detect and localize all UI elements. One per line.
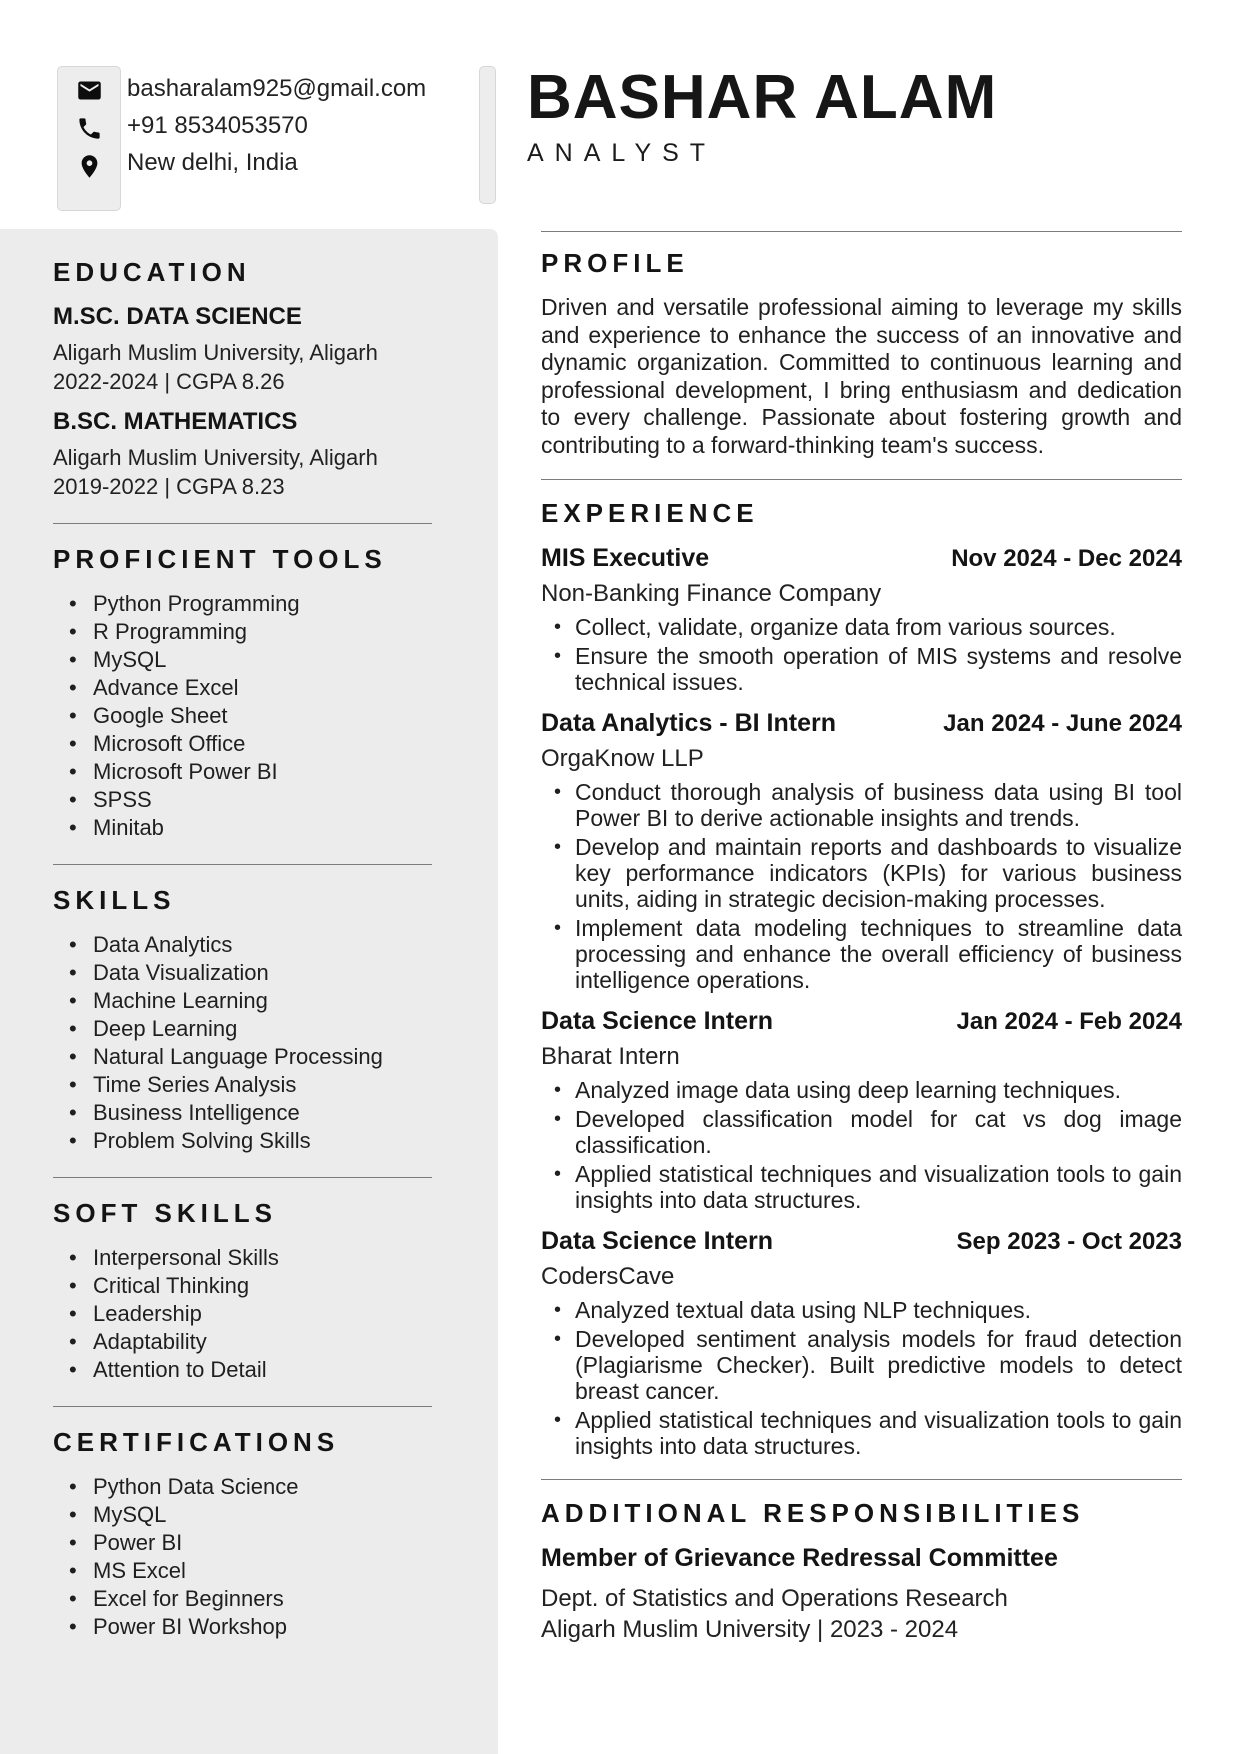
job-bullet: • Analyzed image data using deep learning techniques. xyxy=(575,1077,1182,1103)
skill-item: • Deep Learning xyxy=(93,1015,432,1043)
tools-heading: PROFICIENT TOOLS xyxy=(53,544,387,574)
degree-title: B.SC. MATHEMATICS xyxy=(53,408,298,435)
tool-item: • MySQL xyxy=(93,646,432,674)
tool-item: • Python Programming xyxy=(93,590,432,618)
job-entry xyxy=(541,709,1182,993)
skill-item: • Machine Learning xyxy=(93,987,432,1015)
certification-item: • MS Excel xyxy=(93,1557,432,1585)
job-bullet: • Ensure the smooth operation of MIS systems and resolve technical issues. xyxy=(575,643,1182,695)
profile-text: Driven and versatile professional aiming to leverage my skills and experience to enhance the success of an innovative and dynamic organization. Committed to continuous learning and professional development, I bring enthusiasm and dedication to every challenge. Passionate about fostering growth and contributing to a forward-thinking team's success. xyxy=(541,294,1182,458)
job-bullets xyxy=(541,614,1182,695)
divider xyxy=(53,523,432,524)
name-block xyxy=(527,63,998,168)
job-bullet: • Analyzed textual data using NLP techniques. xyxy=(575,1297,1182,1323)
contact-location: New delhi, India xyxy=(127,148,298,176)
divider xyxy=(541,231,1182,232)
degree-detail: 2022-2024 | CGPA 8.26 xyxy=(53,369,285,394)
job-bullet: • Conduct thorough analysis of business data using BI tool Power BI to derive actionable insights and trends. xyxy=(575,779,1182,831)
job-bullets xyxy=(541,1297,1182,1459)
education-entry xyxy=(53,408,432,501)
contact-icon-card xyxy=(57,66,121,211)
decorative-strip xyxy=(479,66,496,204)
job-dates: Nov 2024 - Dec 2024 xyxy=(951,545,1182,572)
additional-role: Member of Grievance Redressal Committee xyxy=(541,1544,1058,1572)
divider xyxy=(541,479,1182,480)
skill-item: • Data Visualization xyxy=(93,959,432,987)
main-column xyxy=(541,229,1182,1645)
certification-item: • Python Data Science xyxy=(93,1473,432,1501)
tools-list xyxy=(53,590,432,842)
contact-phone: +91 8534053570 xyxy=(127,111,308,139)
tool-item: • Google Sheet xyxy=(93,702,432,730)
job-entry xyxy=(541,1227,1182,1459)
soft-skills-heading: SOFT SKILLS xyxy=(53,1198,277,1228)
job-bullet: • Develop and maintain reports and dashboards to visualize key performance indicators (KPIs) for various business units, aiding in strategic decision-making processes. xyxy=(575,834,1182,912)
location-icon xyxy=(76,153,103,180)
job-dates: Sep 2023 - Oct 2023 xyxy=(956,1228,1182,1255)
skill-item: • Data Analytics xyxy=(93,931,432,959)
tool-item: • Microsoft Office xyxy=(93,730,432,758)
sidebar-panel xyxy=(0,229,498,1754)
job-bullet: • Applied statistical techniques and visualization tools to gain insights into data structures. xyxy=(575,1161,1182,1213)
experience-heading: EXPERIENCE xyxy=(541,498,759,528)
degree-title: M.SC. DATA SCIENCE xyxy=(53,303,302,330)
divider xyxy=(541,1479,1182,1480)
job-dates: Jan 2024 - Feb 2024 xyxy=(956,1008,1182,1035)
job-header xyxy=(541,1227,1182,1256)
divider xyxy=(53,864,432,865)
person-title: ANALYST xyxy=(527,139,717,167)
profile-heading: PROFILE xyxy=(541,248,689,278)
job-bullet: • Developed sentiment analysis models for fraud detection (Plagiarisme Checker). Built predictive models to detect breast cancer. xyxy=(575,1326,1182,1404)
degree-school: Aligarh Muslim University, Aligarh xyxy=(53,340,378,365)
job-company: Non-Banking Finance Company xyxy=(541,580,882,607)
additional-dept: Dept. of Statistics and Operations Research xyxy=(541,1585,1008,1612)
divider xyxy=(53,1406,432,1407)
tool-item: • Advance Excel xyxy=(93,674,432,702)
certifications-heading: CERTIFICATIONS xyxy=(53,1427,340,1457)
certification-item: • Excel for Beginners xyxy=(93,1585,432,1613)
certification-item: • Power BI xyxy=(93,1529,432,1557)
email-icon xyxy=(76,77,103,104)
additional-heading: ADDITIONAL RESPONSIBILITIES xyxy=(541,1498,1085,1528)
education-entry xyxy=(53,303,432,396)
skill-item: • Time Series Analysis xyxy=(93,1071,432,1099)
skills-list xyxy=(53,931,432,1155)
job-company: OrgaKnow LLP xyxy=(541,745,704,772)
job-company: Bharat Intern xyxy=(541,1043,680,1070)
degree-school: Aligarh Muslim University, Aligarh xyxy=(53,445,378,470)
job-entry xyxy=(541,1007,1182,1213)
contact-info xyxy=(127,70,426,181)
job-bullets xyxy=(541,1077,1182,1213)
job-bullet: • Implement data modeling techniques to streamline data processing and enhance the overall efficiency of business intelligence operations. xyxy=(575,915,1182,993)
job-title: Data Analytics - BI Intern xyxy=(541,709,836,737)
job-bullet: • Developed classification model for cat vs dog image classification. xyxy=(575,1106,1182,1158)
tool-item: • Minitab xyxy=(93,814,432,842)
soft-skill-item: • Adaptability xyxy=(93,1328,432,1356)
divider xyxy=(53,1177,432,1178)
person-name: BASHAR ALAM xyxy=(527,63,998,132)
contact-email: basharalam925@gmail.com xyxy=(127,74,427,102)
tool-item: • R Programming xyxy=(93,618,432,646)
job-entry xyxy=(541,544,1182,695)
job-company: CodersCave xyxy=(541,1263,675,1290)
soft-skill-item: • Leadership xyxy=(93,1300,432,1328)
tool-item: • Microsoft Power BI xyxy=(93,758,432,786)
job-title: MIS Executive xyxy=(541,544,710,572)
certification-item: • MySQL xyxy=(93,1501,432,1529)
job-title: Data Science Intern xyxy=(541,1227,774,1255)
job-bullet: • Applied statistical techniques and visualization tools to gain insights into data structures. xyxy=(575,1407,1182,1459)
certifications-list xyxy=(53,1473,432,1641)
skill-item: • Problem Solving Skills xyxy=(93,1127,432,1155)
job-header xyxy=(541,544,1182,573)
education-heading: EDUCATION xyxy=(53,257,251,287)
soft-skill-item: • Attention to Detail xyxy=(93,1356,432,1384)
additional-university: Aligarh Muslim University | 2023 - 2024 xyxy=(541,1616,959,1643)
job-header xyxy=(541,709,1182,738)
soft-skill-item: • Interpersonal Skills xyxy=(93,1244,432,1272)
job-dates: Jan 2024 - June 2024 xyxy=(943,710,1182,737)
tool-item: • SPSS xyxy=(93,786,432,814)
job-title: Data Science Intern xyxy=(541,1007,774,1035)
degree-detail: 2019-2022 | CGPA 8.23 xyxy=(53,474,285,499)
job-bullets xyxy=(541,779,1182,993)
job-bullet: • Collect, validate, organize data from various sources. xyxy=(575,614,1182,640)
job-header xyxy=(541,1007,1182,1036)
soft-skill-item: • Critical Thinking xyxy=(93,1272,432,1300)
skills-heading: SKILLS xyxy=(53,885,176,915)
skill-item: • Business Intelligence xyxy=(93,1099,432,1127)
skill-item: • Natural Language Processing xyxy=(93,1043,432,1071)
soft-skills-list xyxy=(53,1244,432,1384)
certification-item: • Power BI Workshop xyxy=(93,1613,432,1641)
phone-icon xyxy=(76,115,103,142)
